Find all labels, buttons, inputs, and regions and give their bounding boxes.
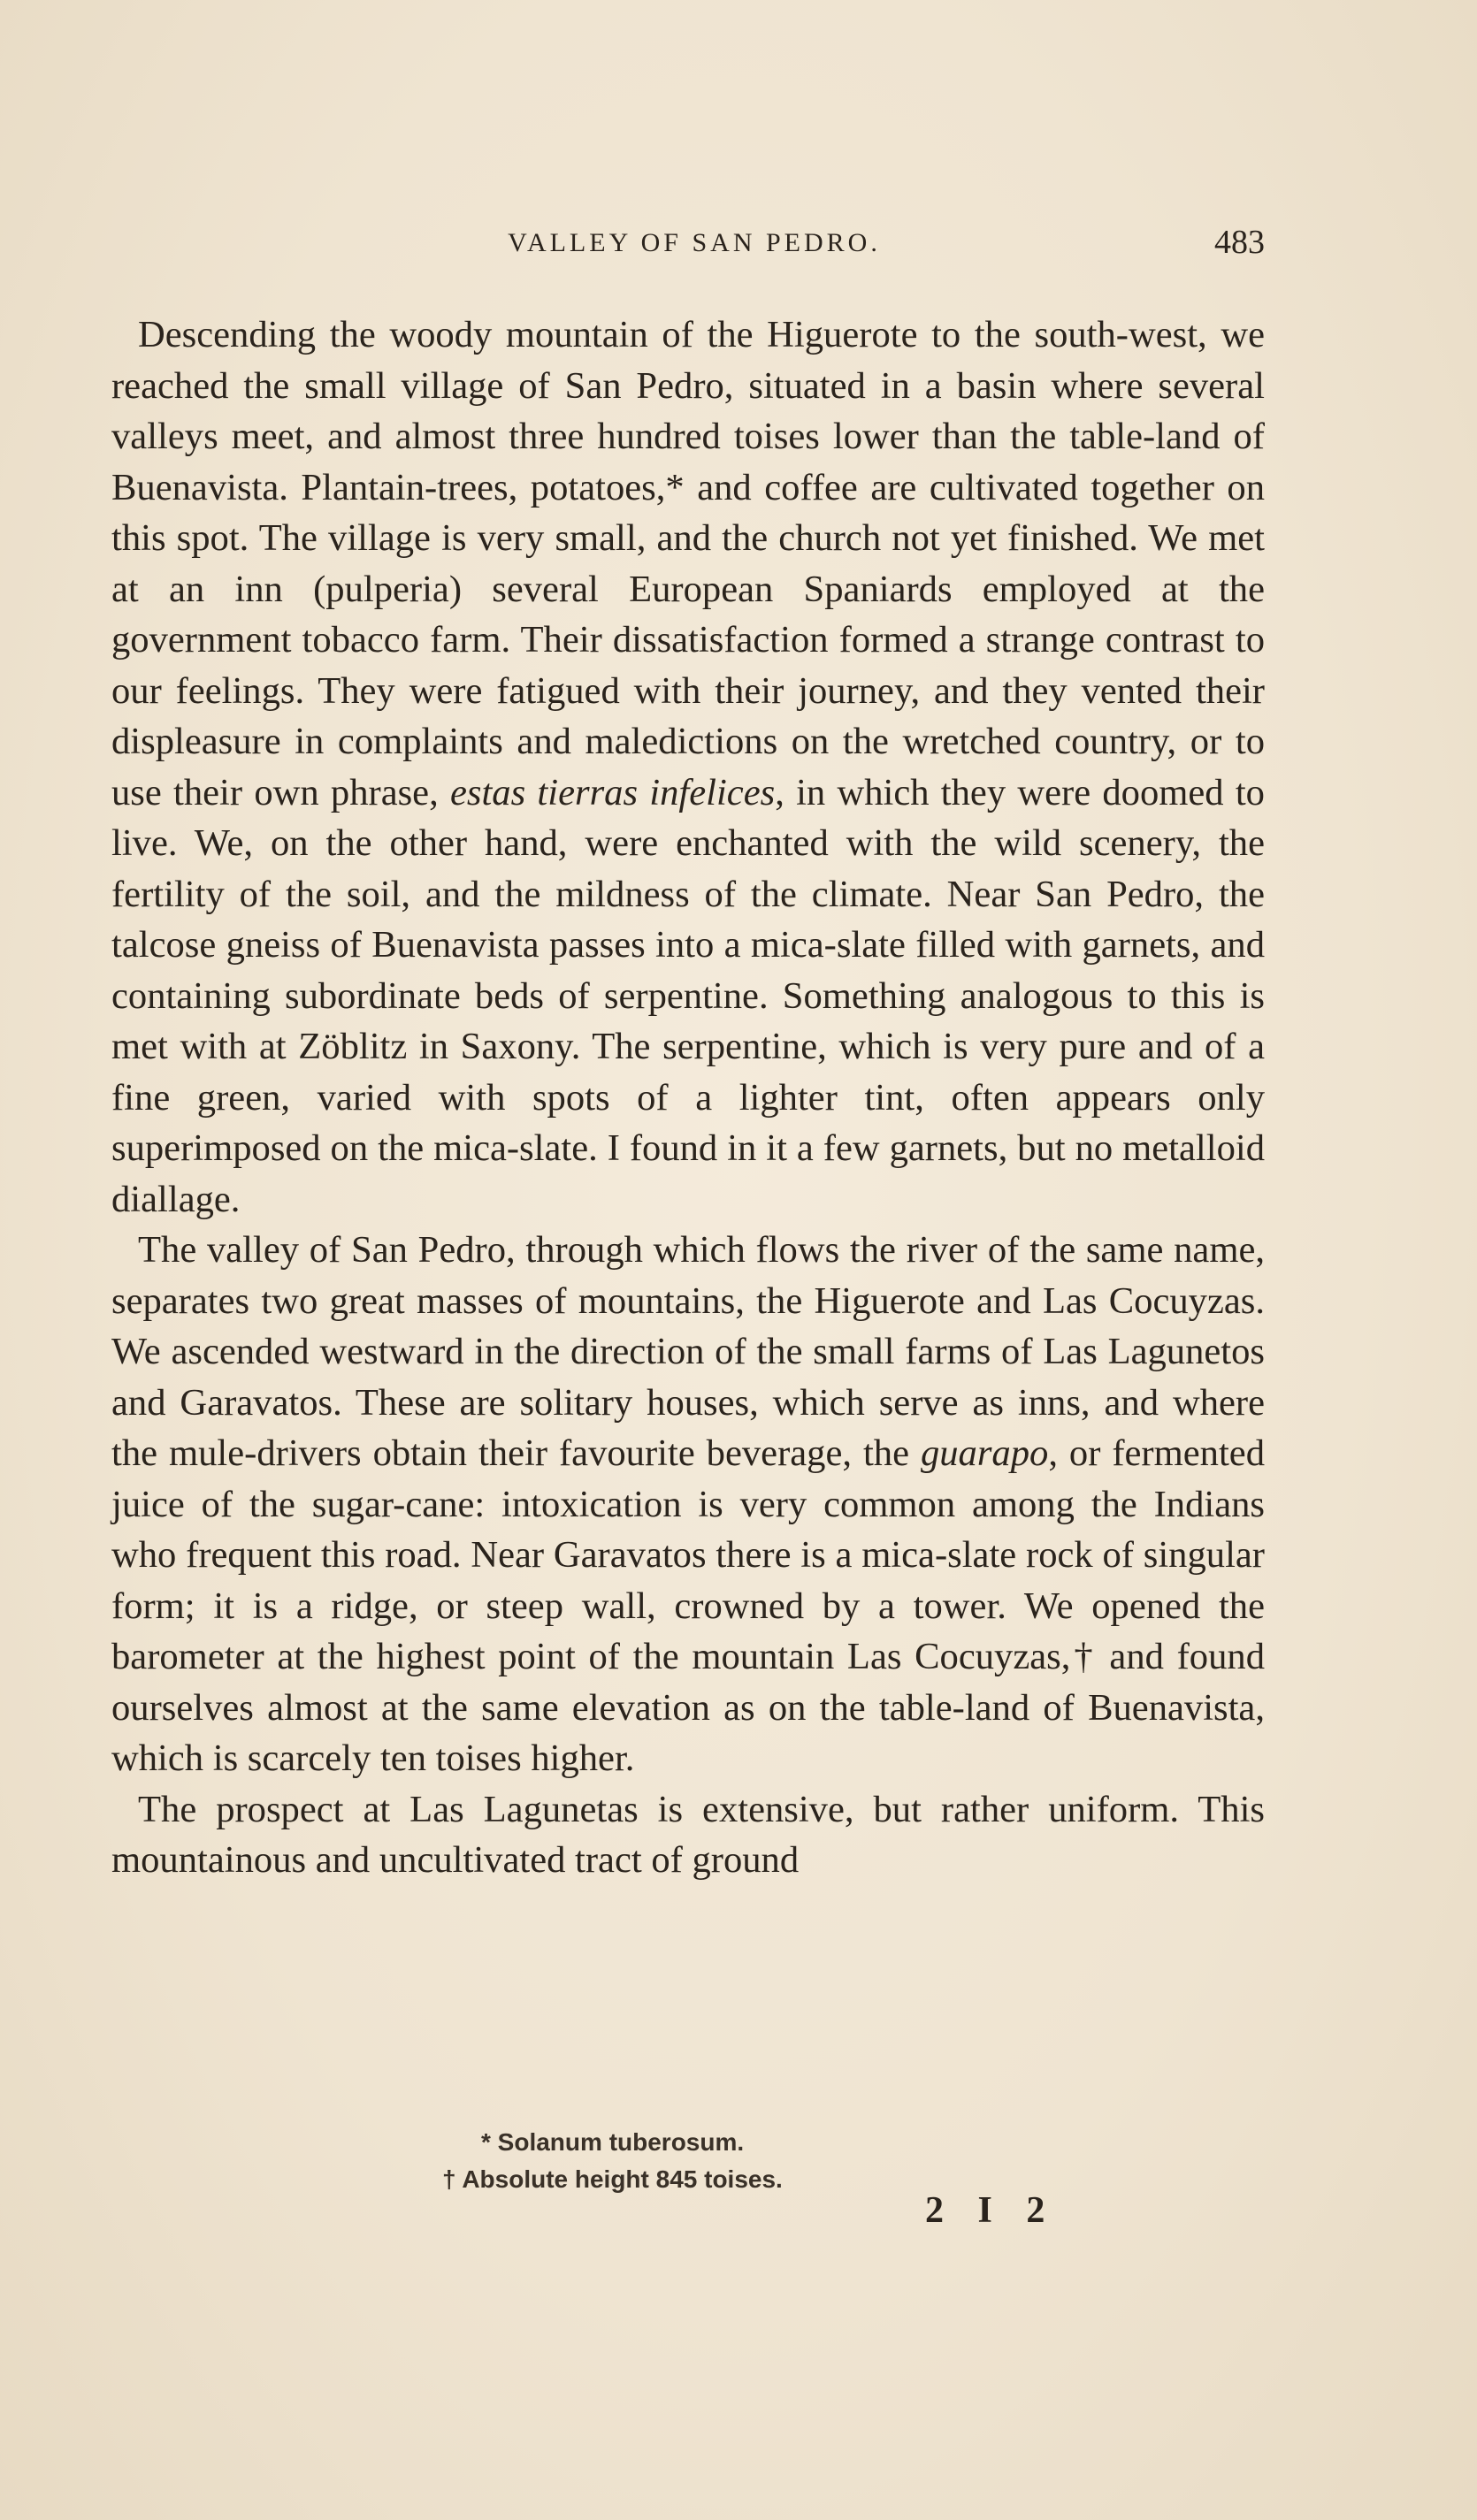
- paragraph-3-text: The prospect at Las Lagunetas is extensive, but rather uniform. This mountainous and uncultivated tract of ground: [111, 1788, 1265, 1881]
- running-head: VALLEY OF SAN PEDRO.: [508, 228, 881, 257]
- paragraph-2-text-a: The valley of San Pedro, through which flows the river of the same name, separates two great masses of mountains, the Higuerote and Las Cocuyzas. We ascended westward in the direction of the small farms of Las Lagunetos and Garavatos. These are solitary houses, which serve as inns, and where the mule-drivers obtain their favourite beverage, the: [111, 1229, 1265, 1474]
- body-text: [111, 309, 1265, 1886]
- page-header: [124, 224, 1265, 281]
- paragraph-1-text-b: , in which they were doomed to live. We, on the other hand, were enchanted with the wild scenery, the fertility of the soil, and the mildness of the climate. Near San Pedro, the talcose gneiss of Buenavista passes into a mica-slate filled with garnets, and containing subordinate beds of serpentine. Something analogous to this is met with at Zöblitz in Saxony. The serpentine, which is very pure and of a fine green, varied with spots of a lighter tint, often appears only superimposed on the mica-slate. I found in it a few garnets, but no metalloid diallage.: [111, 771, 1265, 1220]
- paragraph-1: [111, 309, 1265, 1225]
- paragraph-1-text-a: Descending the woody mountain of the Higuerote to the south-west, we reached the small village of San Pedro, situated in a basin where several valleys meet, and almost three hundred toises lower than the table-land of Buenavista. Plantain-trees, potatoes,* and coffee are cultivated together on this spot. The village is very small, and the church not yet finished. We met at an inn (pulperia) several European Spaniards employed at the government tobacco farm. Their dissatisfaction formed a strange contrast to our feelings. They were fatigued with their journey, and they vented their displeasure in complaints and maledictions on the wretched country, or to use their own phrase,: [111, 314, 1265, 813]
- footnote-1: * Solanum tuberosum.: [481, 2128, 745, 2156]
- page-number: 483: [1214, 224, 1265, 261]
- paragraph-1-italic-phrase: estas tierras infelices: [449, 771, 776, 813]
- paragraph-2-italic-word: guarapo: [920, 1432, 1049, 1474]
- paragraph-3: [111, 1784, 1265, 1886]
- signature-mark: 2 I 2: [925, 2190, 1058, 2231]
- footnotes-list: [425, 2124, 1044, 2198]
- paragraph-2-text-b: , or fermented juice of the sugar-cane: intoxication is very common among the Indians who frequent this road. Near Garavatos there is a mica-slate rock of singular form; it is a ridge, or steep wall, crowned by a tower. We opened the barometer at the highest point of the mountain Las Cocuyzas,† and found ourselves almost at the same elevation as on the table-land of Buenavista, which is scarcely ten toises higher.: [111, 1432, 1265, 1779]
- footnote-2: † Absolute height 845 toises.: [442, 2165, 783, 2193]
- paragraph-2: [111, 1225, 1265, 1784]
